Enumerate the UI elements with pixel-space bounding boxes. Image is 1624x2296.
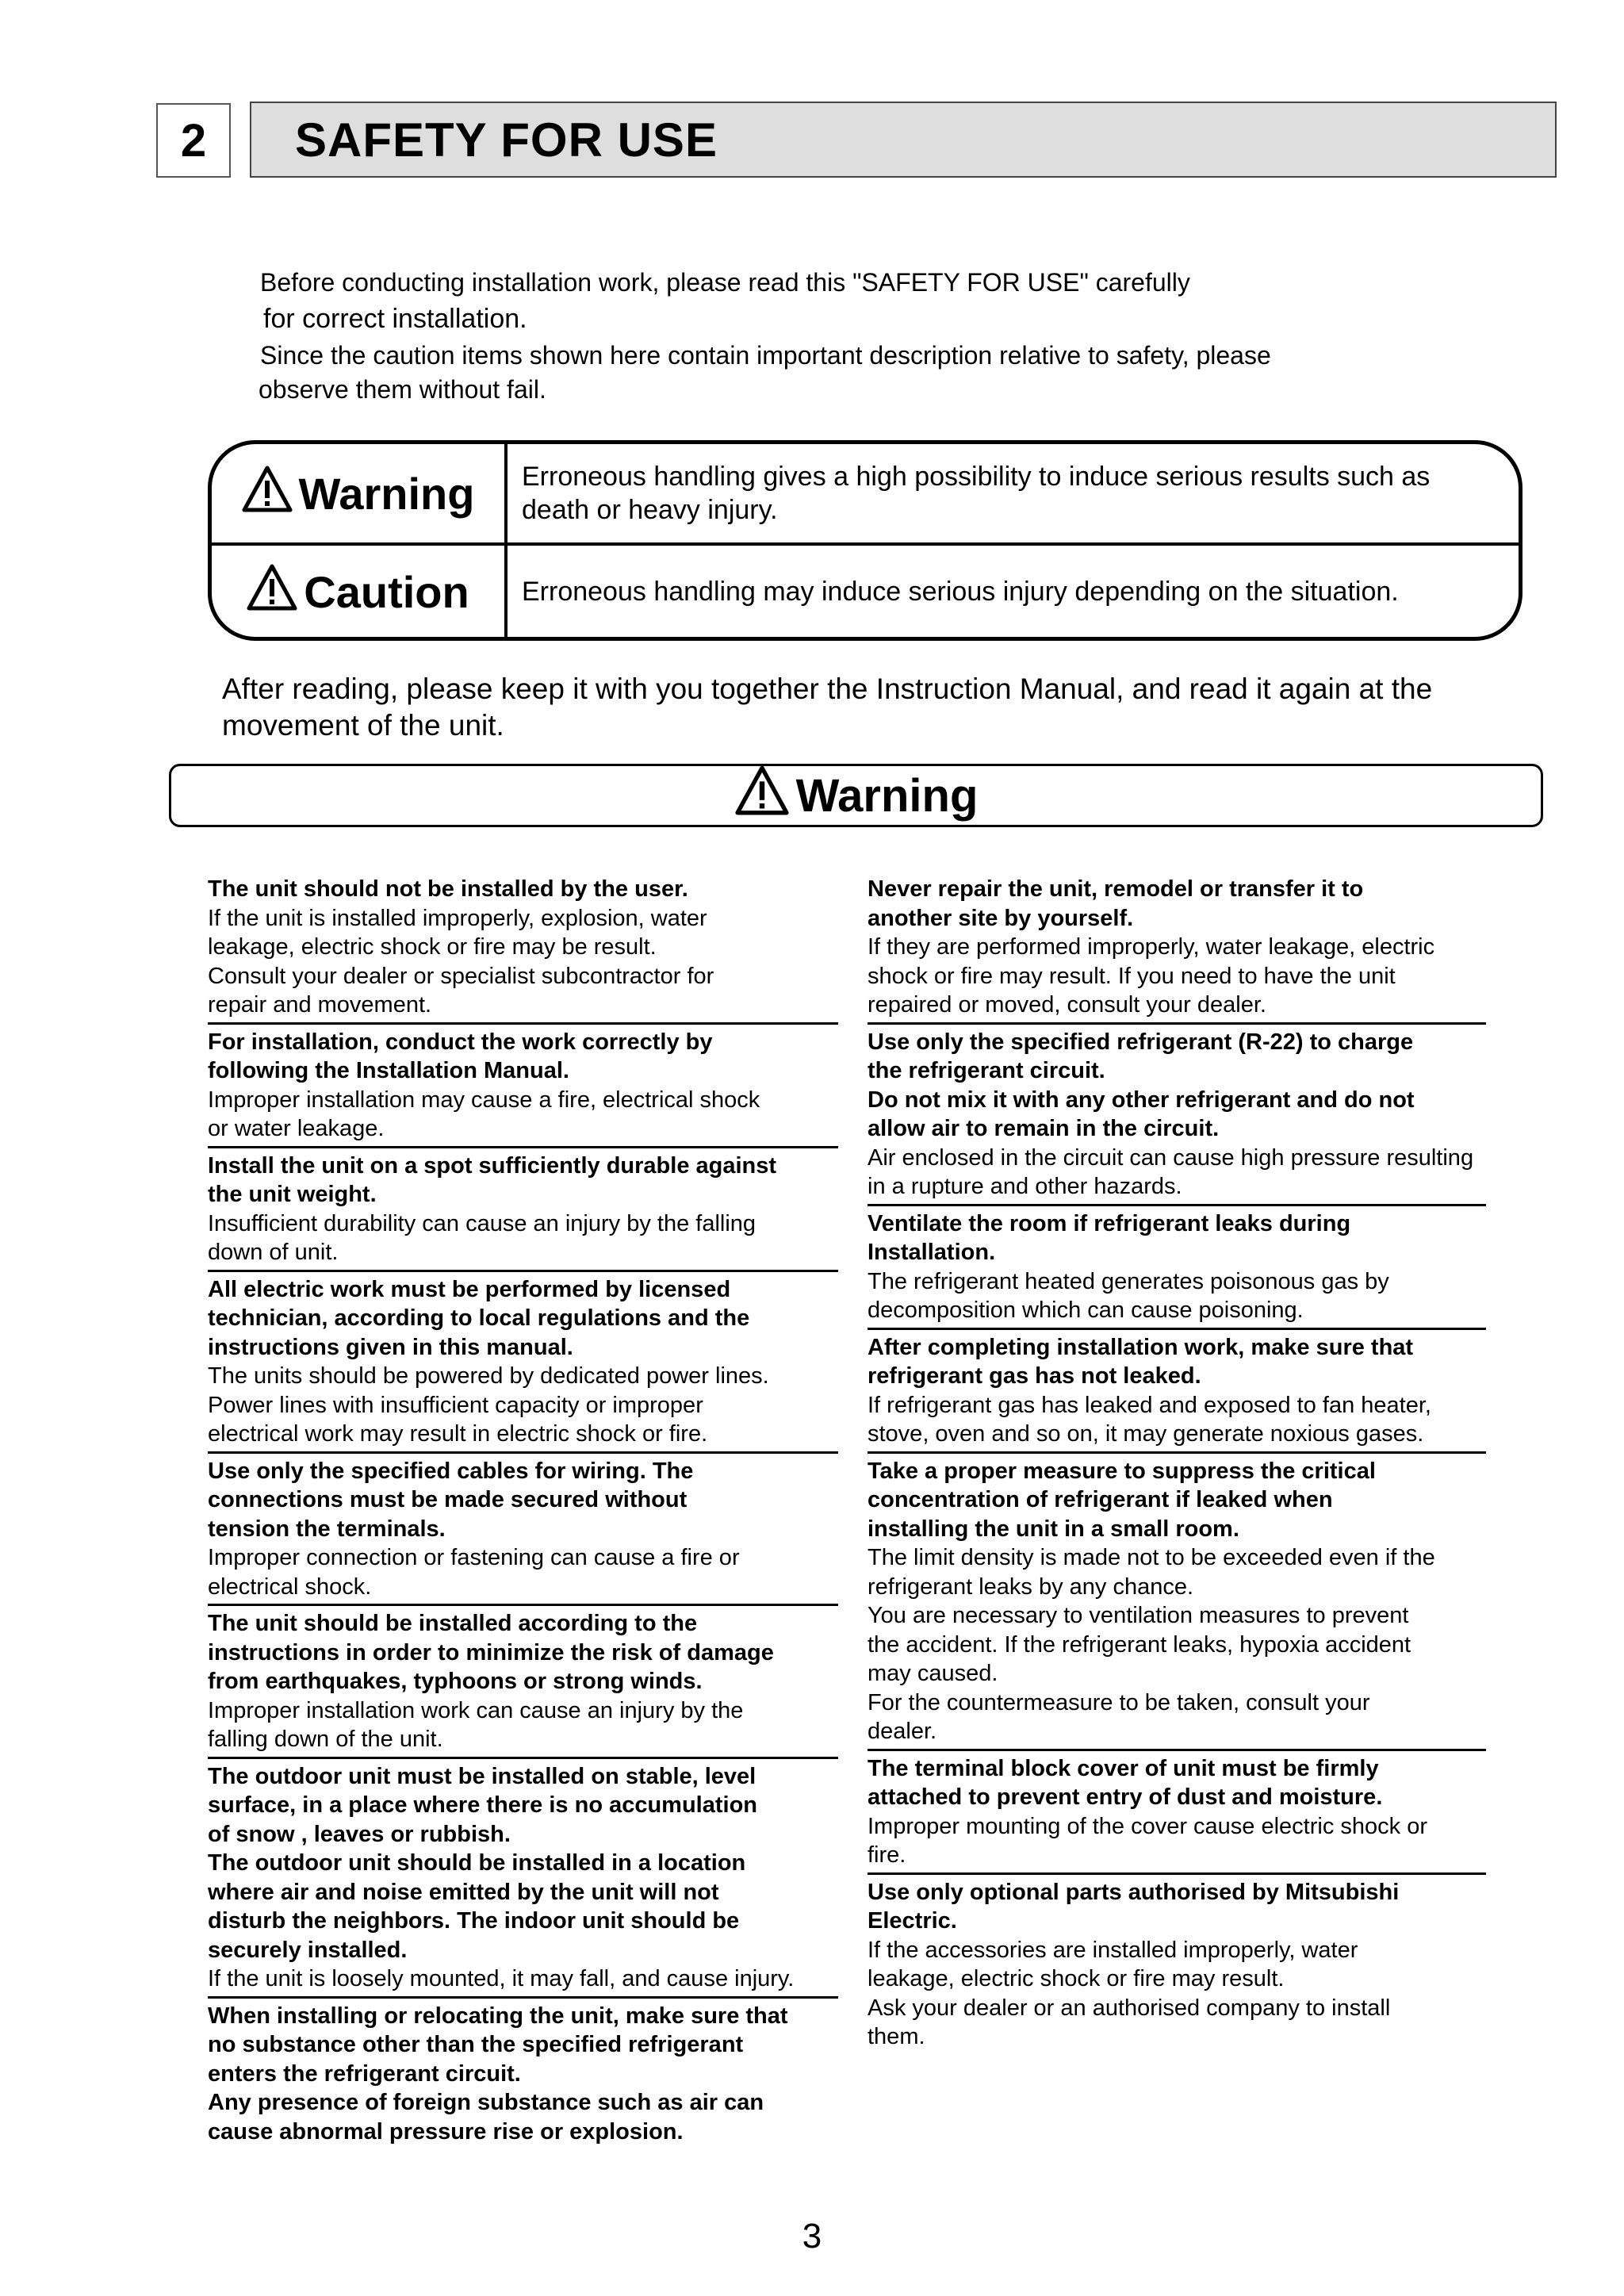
section-title: SAFETY FOR USE <box>250 102 1557 178</box>
intro-line-3: Since the caution items shown here contain important description relative to safety, please <box>260 341 1271 370</box>
warning-item <box>868 1878 1486 2054</box>
legend-caution-label-cell <box>212 546 508 638</box>
intro-line-4: observe them without fail. <box>259 375 546 404</box>
page-number: 3 <box>802 2217 822 2256</box>
warning-item-body: If the accessories are installed improperly, water leakage, electric shock or fire may result. Ask your dealer or an authorised company to install them. <box>868 1937 1391 2049</box>
warning-item-heading: Use only the specified refrigerant (R-22) to charge the refrigerant circuit. Do not mix it with any other refrigerant and do not allow air to remain in the circuit. <box>868 1029 1415 1141</box>
legend-warning-description: Erroneous handling gives a high possibility to induce serious results such as death or heavy injury. <box>522 462 1431 525</box>
warning-item-heading: The unit should be installed according to the instructions in order to minimize the risk of damage from earthquakes, typhoons or strong winds. <box>208 1611 774 1694</box>
warning-banner <box>169 764 1543 827</box>
warning-item-body: The units should be powered by dedicated power lines. Power lines with insufficient capacity or improper electrical work may result in electric shock or fire. <box>208 1363 769 1447</box>
warning-item-body: Improper installation work can cause an injury by the falling down of the unit. <box>208 1697 744 1752</box>
warning-item-heading: Ventilate the room if refrigerant leaks during Installation. <box>868 1210 1351 1265</box>
caution-triangle-icon <box>247 563 297 621</box>
section-number: 2 <box>156 103 231 178</box>
warning-banner-triangle-icon <box>734 765 790 826</box>
warning-item-heading: When installing or relocating the unit, make sure that no substance other than the specified refrigerant enters the refrigerant circuit. Any presence of foreign substance such as air can cause abnormal pressure rise or explosion. <box>208 2003 788 2145</box>
warning-triangle-icon <box>242 465 293 523</box>
warning-item-heading: All electric work must be performed by licensed technician, according to local regulations and the instructions given in this manual. <box>208 1276 750 1360</box>
warning-item-body: Improper mounting of the cover cause electric shock or fire. <box>868 1813 1427 1868</box>
legend-caution-description: Erroneous handling may induce serious injury depending on the situation. <box>522 577 1399 607</box>
warning-item <box>208 1609 838 1759</box>
warning-banner-label: Warning <box>795 769 979 822</box>
warning-item-body: The refrigerant heated generates poisonous gas by decomposition which can cause poisoning. <box>868 1268 1389 1323</box>
warning-item <box>868 1028 1486 1206</box>
warning-item-body: Improper connection or fastening can cause a fire or electrical shock. <box>208 1545 740 1600</box>
warning-item <box>868 1457 1486 1751</box>
warning-item-heading: The unit should not be installed by the user. <box>208 876 688 902</box>
warning-item-body: If the unit is installed improperly, explosion, water leakage, electric shock or fire may be result. Consult your dealer or specialist subcontractor for repair and movement. <box>208 905 714 1018</box>
warning-item-heading: Install the unit on a spot sufficiently durable against the unit weight. <box>208 1152 777 1207</box>
warning-item <box>868 875 1486 1025</box>
warning-item <box>208 1028 838 1148</box>
warning-item-heading: Use only optional parts authorised by Mitsubishi Electric. <box>868 1879 1400 1934</box>
legend-warning-label-cell <box>212 444 508 542</box>
warning-item <box>208 1275 838 1454</box>
after-reading-note: After reading, please keep it with you together the Instruction Manual, and read it again at the movement of the unit. <box>222 673 1433 742</box>
warning-item-heading: Use only the specified cables for wiring. The connections must be made secured without tension the terminals. <box>208 1458 694 1542</box>
legend-row-caution <box>212 546 1519 638</box>
warning-item <box>208 1762 838 1999</box>
warning-item-heading: The terminal block cover of unit must be firmly attached to prevent entry of dust and moisture. <box>868 1755 1383 1810</box>
warning-item-body: Air enclosed in the circuit can cause high pressure resulting in a rupture and other hazards. <box>868 1144 1474 1199</box>
warning-item-body: If the unit is loosely mounted, it may fall, and cause injury. <box>208 1966 795 1991</box>
hazard-legend-table <box>208 440 1522 641</box>
warning-item <box>208 1152 838 1272</box>
warning-item <box>208 875 838 1025</box>
warning-item-heading: Take a proper measure to suppress the critical concentration of refrigerant if leaked when installing the unit in a small room. <box>868 1458 1376 1542</box>
warning-item <box>868 1333 1486 1454</box>
warning-item <box>208 2002 838 2149</box>
warning-item-body: The limit density is made not to be exceeded even if the refrigerant leaks by any chance. You are necessary to ventilation measures to prevent the accident. If the refrigerant leaks, hypoxia accident may caused. For the countermeasure to be taken, consult your dealer. <box>868 1545 1435 1744</box>
legend-caution-label: Caution <box>304 566 469 617</box>
warning-item <box>208 1457 838 1607</box>
warning-item-heading: Never repair the unit, remodel or transfer it to another site by yourself. <box>868 876 1364 931</box>
warning-item-body: If refrigerant gas has leaked and exposed to fan heater, stove, oven and so on, it may generate noxious gases. <box>868 1392 1431 1447</box>
warning-item <box>868 1754 1486 1875</box>
warning-item-heading: The outdoor unit must be installed on stable, level surface, in a place where there is no accumulation of snow , leaves or rubbish. The outdoor unit should be installed in a location where air and noise emitted by the unit will not disturb the neighbors. The indoor unit should be securely installed. <box>208 1763 758 1963</box>
warnings-right-column <box>868 875 1486 2057</box>
warning-item-body: Improper installation may cause a fire, electrical shock or water leakage. <box>208 1087 760 1141</box>
warning-item <box>868 1209 1486 1330</box>
warning-item-body: Insufficient durability can cause an injury by the falling down of unit. <box>208 1210 756 1265</box>
intro-line-1: Before conducting installation work, please read this "SAFETY FOR USE" carefully <box>260 268 1190 297</box>
intro-line-2: for correct installation. <box>263 304 527 334</box>
warnings-left-column <box>208 875 838 2152</box>
warning-item-heading: After completing installation work, make sure that refrigerant gas has not leaked. <box>868 1334 1414 1389</box>
warning-item-body: If they are performed improperly, water leakage, electric shock or fire may result. If you need to have the unit repaired or moved, consult your dealer. <box>868 934 1435 1018</box>
legend-warning-label: Warning <box>298 468 475 519</box>
warning-item-heading: For installation, conduct the work correctly by following the Installation Manual. <box>208 1029 713 1083</box>
legend-row-warning <box>212 444 1519 546</box>
